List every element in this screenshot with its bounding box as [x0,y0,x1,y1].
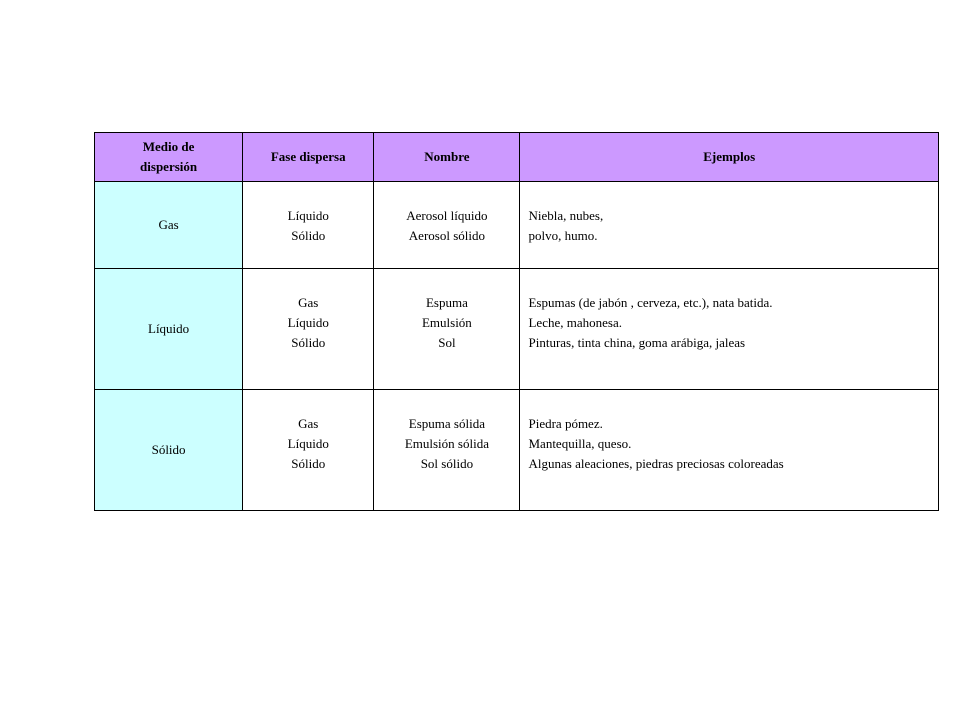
table-row [95,390,939,511]
fase-item: Líquido [287,436,329,451]
fase-cell [243,269,374,390]
table-row [95,182,939,269]
header-medio-line2: dispersión [140,159,198,174]
header-fase: Fase dispersa [243,133,374,182]
fase-item: Sólido [291,228,326,243]
header-medio [95,133,243,182]
nombre-item: Aerosol sólido [408,228,485,243]
nombre-item: Aerosol líquido [406,208,488,223]
fase-item: Sólido [291,335,326,350]
ejemplo-item: Leche, mahonesa. [528,315,622,330]
nombre-cell [374,269,520,390]
ejemplo-item: Pinturas, tinta china, goma arábiga, jaleas [528,335,746,350]
dispersion-table [94,132,939,511]
ejemplo-item: Algunas aleaciones, piedras preciosas coloreadas [528,456,784,471]
fase-item: Gas [298,416,319,431]
ejemplo-item: Espumas (de jabón , cerveza, etc.), nata batida. [528,295,773,310]
nombre-item: Espuma sólida [408,416,485,431]
table-row [95,269,939,390]
fase-item: Líquido [287,315,329,330]
header-medio-line1: Medio de [142,139,195,154]
nombre-item: Sol [438,335,456,350]
nombre-item: Espuma [425,295,468,310]
nombre-item: Emulsión [421,315,472,330]
nombre-cell [374,390,520,511]
header-nombre: Nombre [374,133,520,182]
ejemplo-item: Mantequilla, queso. [528,436,632,451]
nombre-cell [374,182,520,269]
ejemplos-cell [520,390,939,511]
ejemplo-item: Piedra pómez. [528,416,603,431]
fase-cell [243,390,374,511]
ejemplos-cell [520,269,939,390]
fase-item: Sólido [291,456,326,471]
ejemplos-cell [520,182,939,269]
header-ejemplos: Ejemplos [520,133,939,182]
medio-cell: Líquido [95,269,243,390]
ejemplo-item: polvo, humo. [528,228,598,243]
header-row [95,133,939,182]
fase-item: Gas [298,295,319,310]
nombre-item: Sol sólido [420,456,474,471]
medio-cell: Gas [95,182,243,269]
ejemplo-item: Niebla, nubes, [528,208,604,223]
medio-cell: Sólido [95,390,243,511]
fase-item: Líquido [287,208,329,223]
fase-cell [243,182,374,269]
nombre-item: Emulsión sólida [404,436,489,451]
